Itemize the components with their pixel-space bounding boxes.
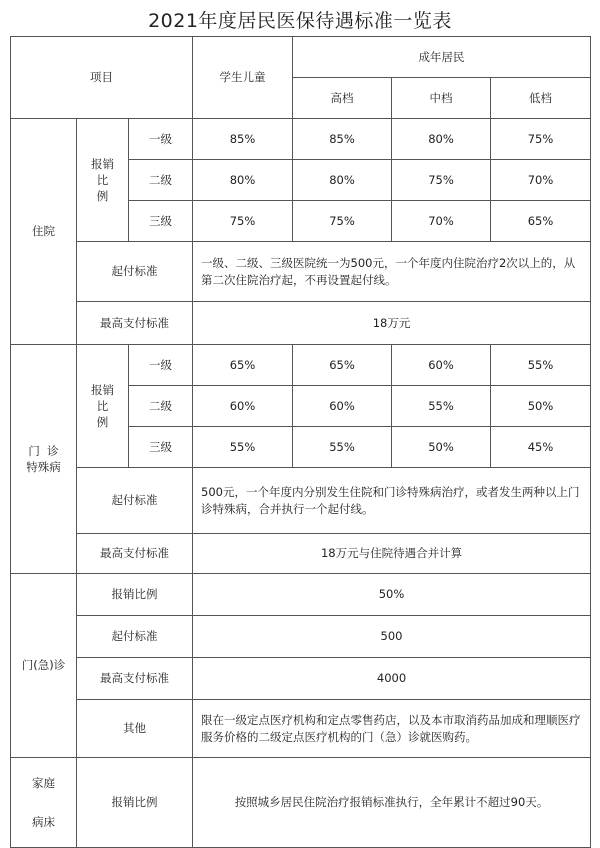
hospital-deductible-label: 起付标准 [77,242,193,302]
table-cell: 60% [392,345,491,386]
table-cell: 65% [193,345,293,386]
table-cell: 80% [193,160,293,201]
level-label: 一级 [129,345,193,386]
table-cell: 55% [193,427,293,468]
hospital-deductible-text: 一级、二级、三级医院统一为500元，一个年度内住院治疗2次以上的，从第二次住院治疗起，不再设置起付线。 [193,242,591,302]
hospital-label: 住院 [11,119,77,345]
level-label: 二级 [129,386,193,427]
level-label: 三级 [129,427,193,468]
table-cell: 50% [392,427,491,468]
header-high: 高档 [293,78,392,119]
emergency-other-text: 限在一级定点医疗机构和定点零售药店，以及本市取消药品加成和理顺医疗服务价格的二级定点医疗机构的门（急）诊就医购药。 [193,700,591,758]
emergency-max-value: 4000 [193,658,591,700]
hospital-reimb-label: 报销 比 例 [77,119,129,242]
table-cell: 75% [491,119,591,160]
page-title: 2021年度居民医保待遇标准一览表 [148,10,452,32]
table-cell: 80% [293,160,392,201]
family-label: 家庭 病床 [11,758,77,848]
header-item: 项目 [11,37,193,119]
header-low: 低档 [491,78,591,119]
table-cell: 50% [491,386,591,427]
table-cell: 45% [491,427,591,468]
table-cell: 60% [293,386,392,427]
special-reimb-label: 报销 比 例 [77,345,129,468]
table-cell: 85% [293,119,392,160]
header-adult: 成年居民 [293,37,591,78]
emergency-ratio-value: 50% [193,574,591,616]
table-cell: 75% [293,201,392,242]
special-max-text: 18万元与住院待遇合并计算 [193,534,591,574]
special-deductible-text: 500元，一个年度内分别发生住院和门诊特殊病治疗，或者发生两种以上门诊特殊病，合并执行一个起付线。 [193,468,591,534]
emergency-label: 门(急)诊 [11,574,77,758]
table-cell: 60% [193,386,293,427]
table-cell: 85% [193,119,293,160]
level-label: 三级 [129,201,193,242]
level-label: 一级 [129,119,193,160]
table-cell: 75% [193,201,293,242]
benefits-table [10,36,591,848]
hospital-max-text: 18万元 [193,302,591,345]
table-cell: 65% [293,345,392,386]
header-mid: 中档 [392,78,491,119]
special-label: 门 诊 特殊病 [11,345,77,574]
table-cell: 65% [491,201,591,242]
header-student: 学生儿童 [193,37,293,119]
special-deductible-label: 起付标准 [77,468,193,534]
table-cell: 70% [491,160,591,201]
table-cell: 55% [293,427,392,468]
special-max-label: 最高支付标准 [77,534,193,574]
table-cell: 55% [491,345,591,386]
emergency-ratio-label: 报销比例 [77,574,193,616]
emergency-other-label: 其他 [77,700,193,758]
emergency-deductible-value: 500 [193,616,591,658]
table-cell: 70% [392,201,491,242]
table-cell: 75% [392,160,491,201]
hospital-max-label: 最高支付标准 [77,302,193,345]
family-ratio-label: 报销比例 [77,758,193,848]
family-text: 按照城乡居民住院治疗报销标准执行，全年累计不超过90天。 [193,758,591,848]
level-label: 二级 [129,160,193,201]
table-cell: 80% [392,119,491,160]
table-cell: 55% [392,386,491,427]
emergency-max-label: 最高支付标准 [77,658,193,700]
emergency-deductible-label: 起付标准 [77,616,193,658]
